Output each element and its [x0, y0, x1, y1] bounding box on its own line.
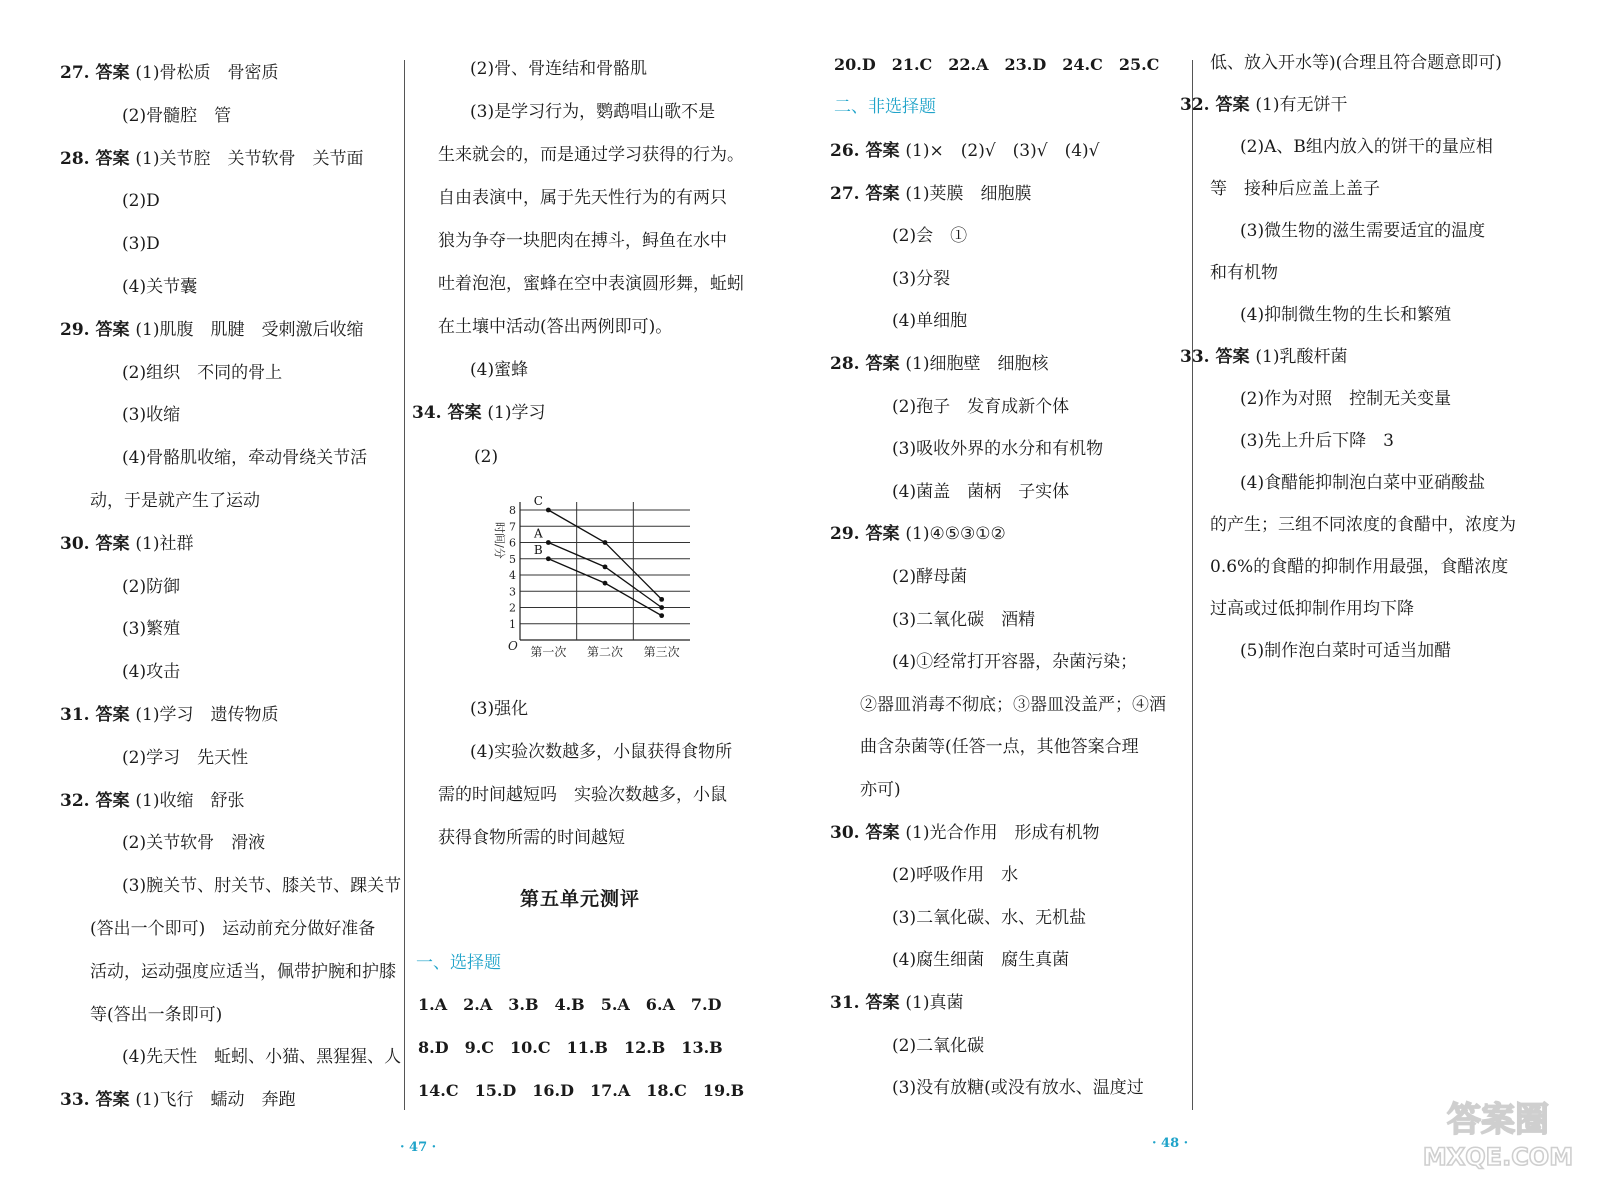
- y-tick-label: 2: [509, 601, 516, 615]
- column-divider-left: [404, 60, 405, 1110]
- question-number: 32.: [60, 790, 96, 811]
- answer-line: [60, 62, 279, 84]
- question-number: 33.: [60, 1090, 96, 1111]
- answer-tag: 答案: [1215, 95, 1256, 115]
- section-title: 二、非选择题: [834, 97, 936, 117]
- question-number: 29.: [60, 319, 96, 340]
- answer-line: (3)二氧化碳、水、无机盐: [892, 907, 1087, 928]
- answer-text: (1)荚膜 细胞膜: [905, 183, 1032, 204]
- answer-line: (2)学习 先天性: [122, 747, 249, 768]
- answer-line: (2)A、B组内放入的饼干的量应相: [1240, 137, 1493, 157]
- answer-line: 狼为争夺一块肥肉在搏斗，鲟鱼在水中: [438, 231, 727, 251]
- answer-line: [1180, 94, 1348, 116]
- answer-line: (4)骨骼肌收缩，牵动骨绕关节活: [122, 448, 368, 469]
- question-number: 29.: [830, 524, 866, 545]
- y-tick-label: 4: [509, 569, 516, 582]
- question-number: 34.: [412, 403, 448, 423]
- answer-text: (1)④⑤③①②: [905, 524, 1006, 545]
- unit-title: 第五单元测评: [520, 888, 641, 910]
- column-3: [830, 0, 1185, 1181]
- answer-line: 生来就会的，而是通过学习获得的行为。: [438, 145, 744, 165]
- line-chart: [484, 492, 704, 672]
- data-point-C: [603, 540, 608, 545]
- answer-line: 等 接种后应盖上盖子: [1210, 179, 1380, 199]
- answer-tag: 答案: [865, 354, 906, 374]
- section-title: 一、选择题: [416, 953, 501, 973]
- answer-text: (1)社群: [135, 533, 194, 554]
- answer-line: 动，于是就产生了运动: [90, 491, 260, 511]
- question-number: 28.: [60, 148, 96, 169]
- answer-line: 过高或过低抑制作用均下降: [1210, 599, 1414, 619]
- origin-label: O: [508, 639, 518, 653]
- answer-tag: 答案: [95, 319, 136, 340]
- answer-line: (答出一个即可) 运动前充分做好准备: [90, 919, 376, 939]
- answer-line: (2)呼吸作用 水: [892, 865, 1019, 886]
- answer-tag: 答案: [447, 403, 488, 423]
- answer-line: 0.6%的食醋的抑制作用最强，食醋浓度: [1210, 557, 1509, 577]
- answer-line: [830, 992, 964, 1014]
- column-1: [60, 0, 400, 1181]
- question-number: 30.: [830, 822, 866, 843]
- answer-text: (1)收缩 舒张: [135, 790, 245, 811]
- answer-line: (3)繁殖: [122, 619, 181, 640]
- answer-tag: 答案: [865, 141, 906, 161]
- answer-line: (2)孢子 发育成新个体: [892, 396, 1070, 417]
- question-number: 27.: [60, 63, 96, 83]
- answer-line: (4)单细胞: [892, 311, 968, 332]
- answer-text: (1)肌腹 肌腱 受刺激后收缩: [135, 319, 364, 340]
- answer-line: (2): [474, 447, 499, 467]
- question-number: 26.: [830, 141, 866, 161]
- answer-tag: 答案: [865, 993, 906, 1013]
- answer-line: (5)制作泡白菜时可适当加醋: [1240, 641, 1452, 661]
- answer-line: 等(答出一条即可): [90, 1004, 223, 1025]
- watermark-bottom-text: MXQE.COM: [1422, 1143, 1574, 1171]
- data-point-C: [546, 508, 551, 513]
- answer-line: (2)二氧化碳: [892, 1035, 985, 1056]
- answer-text: (1)光合作用 形成有机物: [905, 822, 1100, 843]
- answer-line: 在土壤中活动(答出两例即可)。: [438, 317, 673, 337]
- answer-tag: 答案: [865, 524, 906, 545]
- y-tick-label: 6: [509, 536, 516, 550]
- answer-tag: 答案: [95, 63, 136, 83]
- answer-line: (3)D: [122, 234, 160, 255]
- answer-text: (1)有无饼干: [1255, 95, 1348, 115]
- answer-line: (3)强化: [470, 699, 529, 719]
- column-2: [412, 0, 792, 1181]
- answer-tag: 答案: [95, 148, 136, 169]
- multiple-choice-row: 14.C 15.D 16.D 17.A 18.C 19.B: [418, 1081, 745, 1100]
- question-number: 32.: [1180, 95, 1216, 115]
- answer-line: (2)酵母菌: [892, 567, 968, 587]
- answer-line: (2)关节软骨 滑液: [122, 833, 266, 854]
- answer-tag: 答案: [95, 533, 136, 554]
- data-point-A: [603, 564, 608, 569]
- column-4: [1180, 0, 1540, 1181]
- data-point-B: [659, 613, 664, 618]
- answer-line: [412, 402, 546, 424]
- answer-text: (1)真菌: [905, 993, 964, 1013]
- answer-line: 活动，运动强度应适当，佩带护腕和护膝: [90, 961, 396, 982]
- answer-line: (4)①经常打开容器，杂菌污染；: [892, 652, 1138, 673]
- x-tick-label: 第一次: [530, 645, 567, 659]
- answer-line: (4)抑制微生物的生长和繁殖: [1240, 305, 1452, 325]
- answer-text: (1)× (2)√ (3)√ (4)√: [905, 141, 1100, 161]
- series-line-C: [548, 510, 661, 599]
- answer-line: (3)收缩: [122, 405, 181, 426]
- watermark-top-text: 答案圈: [1447, 1100, 1549, 1140]
- answer-tag: 答案: [865, 183, 906, 204]
- answer-line: [830, 523, 1006, 545]
- answer-line: [830, 140, 1100, 162]
- x-tick-label: 第二次: [586, 645, 624, 659]
- x-tick-label: 第三次: [643, 645, 680, 659]
- multiple-choice-row: 1.A 2.A 3.B 4.B 5.A 6.A 7.D: [418, 995, 722, 1014]
- answer-line: (2)骨、骨连结和骨骼肌: [470, 59, 648, 79]
- answer-tag: 答案: [95, 705, 136, 725]
- answer-line: (3)是学习行为，鹦鹉唱山歌不是: [470, 102, 716, 122]
- answer-line: (4)攻击: [122, 662, 181, 683]
- question-number: 27.: [830, 183, 866, 204]
- answer-line: [60, 704, 279, 726]
- watermark-logo: [1408, 1089, 1588, 1173]
- answer-line: [830, 822, 1100, 844]
- answer-line: (3)腕关节、肘关节、膝关节、踝关节: [122, 876, 402, 897]
- answer-line: [830, 183, 1032, 205]
- data-point-B: [546, 556, 551, 561]
- question-number: 30.: [60, 533, 96, 554]
- answer-line: (2)防御: [122, 576, 181, 597]
- answer-line: 自由表演中，属于先天性行为的有两只: [438, 188, 727, 208]
- answer-line: 和有机物: [1210, 263, 1278, 283]
- answer-text: (1)乳酸杆菌: [1255, 347, 1348, 367]
- series-label-A: A: [533, 526, 543, 541]
- answer-line: (2)D: [122, 191, 160, 212]
- answer-text: (1)骨松质 骨密质: [135, 63, 279, 83]
- answer-line: (2)骨髓腔 管: [122, 105, 232, 126]
- series-label-B: B: [533, 542, 543, 557]
- answer-line: (3)吸收外界的水分和有机物: [892, 439, 1104, 460]
- y-tick-label: 1: [509, 617, 516, 631]
- answer-tag: 答案: [1215, 347, 1256, 367]
- answer-line: 低、放入开水等)(合理且符合题意即可): [1210, 53, 1502, 73]
- y-tick-label: 7: [509, 520, 516, 534]
- answer-line: [60, 533, 194, 555]
- answer-line: 需的时间越短吗 实验次数越多，小鼠: [438, 785, 727, 805]
- question-number: 31.: [60, 705, 96, 725]
- question-number: 28.: [830, 354, 866, 374]
- y-tick-label: 5: [509, 552, 516, 566]
- answer-line: [830, 353, 1049, 375]
- answer-line: ②器皿消毒不彻底；③器皿没盖严；④酒: [860, 694, 1166, 715]
- answer-line: (2)会 ①: [892, 226, 968, 247]
- answer-text: (1)飞行 蠕动 奔跑: [135, 1090, 296, 1111]
- answer-line: [60, 319, 364, 341]
- answer-line: 亦可): [860, 780, 901, 800]
- y-axis-label: 时间/分: [493, 522, 506, 559]
- answer-line: (4)食醋能抑制泡白菜中亚硝酸盐: [1240, 473, 1486, 493]
- answer-line: [1180, 346, 1348, 368]
- multiple-choice-row: 20.D 21.C 22.A 23.D 24.C 25.C: [834, 55, 1160, 74]
- answer-line: (2)作为对照 控制无关变量: [1240, 389, 1452, 409]
- answer-line: 获得食物所需的时间越短: [438, 828, 625, 848]
- question-number: 31.: [830, 993, 866, 1013]
- multiple-choice-row: 8.D 9.C 10.C 11.B 12.B 13.B: [418, 1038, 723, 1057]
- question-number: 33.: [1180, 347, 1216, 367]
- answer-text: (1)学习: [487, 403, 546, 423]
- answer-line: (4)先天性 蚯蚓、小猫、黑猩猩、人: [122, 1047, 402, 1068]
- answer-line: [60, 790, 245, 812]
- answer-line: (3)先上升后下降 3: [1240, 431, 1394, 451]
- series-label-C: C: [533, 494, 543, 508]
- data-point-A: [546, 540, 551, 545]
- answer-line: (4)实验次数越多，小鼠获得食物所: [470, 742, 733, 762]
- answer-line: (4)蜜蜂: [470, 360, 529, 380]
- answer-line: (3)微生物的滋生需要适宜的温度: [1240, 221, 1486, 241]
- answer-line: 吐着泡泡，蜜蜂在空中表演圆形舞，蚯蚓: [438, 274, 744, 294]
- answer-line: [60, 148, 364, 170]
- page-number-right: · 48 ·: [1152, 1136, 1189, 1151]
- answer-line: (4)腐生细菌 腐生真菌: [892, 950, 1070, 971]
- answer-line: 的产生；三组不同浓度的食醋中，浓度为: [1210, 515, 1516, 535]
- answer-text: (1)关节腔 关节软骨 关节面: [135, 148, 364, 169]
- answer-tag: 答案: [95, 1090, 136, 1111]
- answer-text: (1)学习 遗传物质: [135, 705, 279, 725]
- answer-line: (2)组织 不同的骨上: [122, 362, 283, 383]
- answer-line: (3)二氧化碳 酒精: [892, 609, 1036, 630]
- data-point-B: [603, 581, 608, 586]
- answer-line: (4)菌盖 菌柄 子实体: [892, 481, 1070, 502]
- answer-line: [60, 1089, 296, 1111]
- answer-line: 曲含杂菌等(任答一点，其他答案合理: [860, 737, 1139, 758]
- answer-text: (1)细胞壁 细胞核: [905, 354, 1049, 374]
- data-point-C: [659, 597, 664, 602]
- answer-tag: 答案: [865, 822, 906, 843]
- page-number-left: · 47 ·: [400, 1140, 437, 1155]
- data-point-A: [659, 605, 664, 610]
- answer-line: (3)分裂: [892, 268, 951, 289]
- y-tick-label: 3: [509, 585, 516, 599]
- y-tick-label: 8: [509, 504, 516, 517]
- answer-line: (3)没有放糖(或没有放水、温度过: [892, 1078, 1144, 1099]
- answer-line: (4)关节囊: [122, 277, 198, 297]
- answer-tag: 答案: [95, 790, 136, 811]
